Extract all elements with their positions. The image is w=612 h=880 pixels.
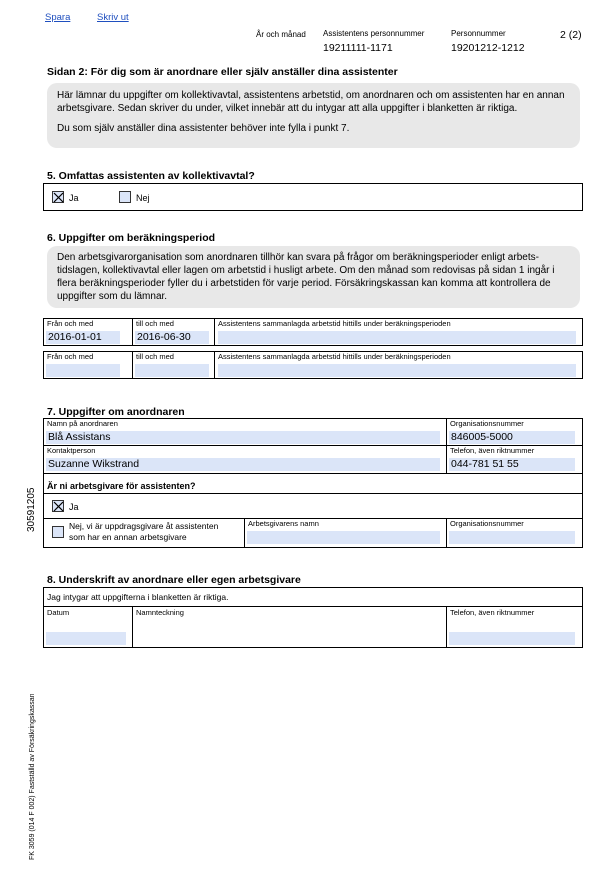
- check-x-icon: [53, 501, 65, 513]
- check-x-icon: [53, 192, 65, 204]
- s7-no-checkbox[interactable]: [52, 526, 64, 538]
- s6-total-label: Assistentens sammanlagda arbetstid hittills under beräkningsperioden: [218, 319, 451, 328]
- s8-date-label: Datum: [47, 608, 70, 617]
- page-number: 2 (2): [560, 29, 582, 41]
- footer-form-code: FK 3059 (014 F 002) Fastställd av Försäkringskassan: [29, 693, 36, 860]
- pnr-label: Personnummer: [451, 29, 506, 38]
- section-5-title: 5. Omfattas assistenten av kollektivavtal?: [47, 170, 255, 182]
- month-label: År och månad: [256, 30, 306, 39]
- s8-signature-label: Namnteckning: [136, 608, 184, 617]
- s6-to-label: till och med: [136, 319, 174, 328]
- s7-contact-label: Kontaktperson: [47, 446, 96, 455]
- s7-employer-question: Är ni arbetsgivare för assistenten?: [47, 481, 196, 491]
- s6-from-field[interactable]: [46, 364, 120, 377]
- s8-date-field[interactable]: [46, 632, 126, 645]
- s6-from-label: Från och med: [47, 319, 94, 328]
- intro-info-box: [47, 83, 580, 148]
- s8-certify-text: Jag intygar att uppgifterna i blanketten är riktiga.: [47, 592, 229, 602]
- intro-paragraph-2: Du som själv anställer dina assistenter behöver inte fylla i punkt 7.: [57, 123, 350, 134]
- s5-no-label: Nej: [136, 193, 150, 203]
- s5-yes-label: Ja: [69, 193, 79, 203]
- assistant-pnr-label: Assistentens personnummer: [323, 29, 425, 38]
- s7-no-label-line-1: Nej, vi är uppdragsgivare åt assistenten: [69, 521, 219, 531]
- s7-name-field[interactable]: Blå Assistans: [46, 431, 440, 444]
- s7-org-field[interactable]: 846005-5000: [449, 431, 575, 444]
- s7-no-label-line-2: som har en annan arbetsgivare: [69, 532, 187, 542]
- s7-phone-label: Telefon, även riktnummer: [450, 446, 535, 455]
- s6-from-field[interactable]: 2016-01-01: [46, 331, 120, 344]
- s6-to-field[interactable]: 2016-06-30: [135, 331, 209, 344]
- s6-to-field[interactable]: [135, 364, 209, 377]
- s6-to-label: till och med: [136, 352, 174, 361]
- s7-employer-name-field[interactable]: [247, 531, 440, 544]
- pnr: 19201212-1212: [451, 42, 525, 54]
- intro-title: Sidan 2: För dig som är anordnare eller själv anställer dina assistenter: [47, 66, 398, 78]
- s5-yes-checkbox[interactable]: [52, 191, 64, 203]
- s7-name-label: Namn på anordnaren: [47, 419, 118, 428]
- section-6-title: 6. Uppgifter om beräkningsperiod: [47, 232, 216, 244]
- s6-from-label: Från och med: [47, 352, 94, 361]
- s7-phone-field[interactable]: 044-781 51 55: [449, 458, 575, 471]
- s7-yes-checkbox[interactable]: [52, 500, 64, 512]
- s7-employer-name-label: Arbetsgivarens namn: [248, 519, 319, 528]
- s7-contact-field[interactable]: Suzanne Wikstrand: [46, 458, 440, 471]
- s7-employer-org-label: Organisationsnummer: [450, 519, 524, 528]
- print-link[interactable]: Skriv ut: [97, 12, 129, 23]
- s7-org-label: Organisationsnummer: [450, 419, 524, 428]
- s6-total-label: Assistentens sammanlagda arbetstid hittills under beräkningsperioden: [218, 352, 451, 361]
- s7-employer-org-field[interactable]: [449, 531, 575, 544]
- section-7-title: 7. Uppgifter om anordnaren: [47, 406, 185, 418]
- s8-phone-field[interactable]: [449, 632, 575, 645]
- s7-no-label: [69, 521, 218, 543]
- s8-phone-label: Telefon, även riktnummer: [450, 608, 535, 617]
- s7-yes-label: Ja: [69, 502, 79, 512]
- s6-total-field[interactable]: [218, 331, 576, 344]
- assistant-pnr: 19211111-1171: [323, 42, 393, 54]
- s6-info-text: Den arbetsgivarorganisation som anordnaren tillhör kan svara på frågor om beräkningsperioder enligt arbets-tidslagen, kollektivavtal eller lagen om arbetstid i husligt arbete. Om den månad som redovisas på sidan 1 ingår i flera beräkningsperioder fyller du i arbetstiden för varje period. Försäkringskassan kan komma att kontrollera de uppgifter som du lämnar.: [57, 252, 555, 302]
- s6-total-field[interactable]: [218, 364, 576, 377]
- s6-info-box: [47, 246, 580, 308]
- form-id: 30591205: [26, 487, 37, 532]
- s5-no-checkbox[interactable]: [119, 191, 131, 203]
- save-link[interactable]: Spara: [45, 12, 71, 23]
- section-8-title: 8. Underskrift av anordnare eller egen arbetsgivare: [47, 574, 301, 586]
- intro-paragraph-1: Här lämnar du uppgifter om kollektivavtal, assistentens arbetstid, om anordnaren och om assistenten har en annan arbetsgivare. Sedan skriver du under, vilket innebär att du intygar att alla uppgifter i blanketten är riktiga.: [57, 90, 565, 114]
